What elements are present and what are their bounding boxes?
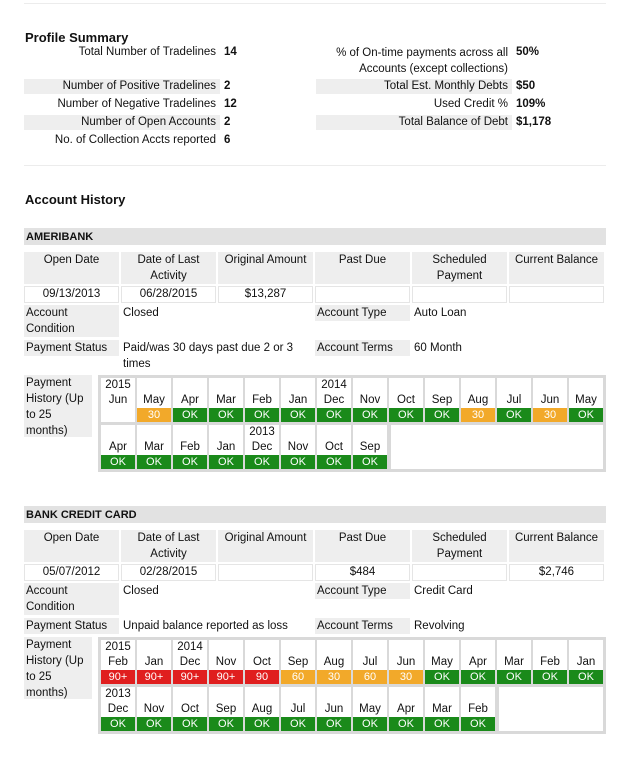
payment-month: Nov	[359, 394, 381, 406]
payment-year	[209, 687, 243, 702]
payment-month: Jun	[540, 394, 560, 406]
payment-month: Dec	[179, 656, 201, 668]
payment-month-cell	[317, 687, 351, 731]
payment-month: Aug	[467, 394, 489, 406]
payment-status-badge: 60	[353, 670, 387, 684]
payment-year	[461, 378, 495, 393]
status-label: Payment Status	[24, 340, 119, 356]
payment-month: May	[143, 394, 165, 406]
payment-status-badge: OK	[497, 408, 531, 422]
payment-status-badge	[101, 408, 135, 422]
payment-year	[317, 640, 351, 655]
profile-value: 109%	[516, 98, 546, 110]
payment-year	[389, 640, 423, 655]
payment-status-badge: OK	[461, 717, 495, 731]
payment-month-cell	[101, 425, 135, 469]
terms-value: 60 Month	[414, 342, 462, 354]
payment-status-badge: OK	[389, 717, 423, 731]
profile-value: 2	[224, 116, 231, 128]
payment-month: Sep	[215, 703, 237, 715]
payment-month-cell	[281, 687, 315, 731]
payment-year	[137, 640, 171, 655]
payment-month: Feb	[108, 656, 128, 668]
payment-status-badge: OK	[245, 408, 279, 422]
type-value: Credit Card	[414, 585, 473, 597]
payment-month-cell	[173, 687, 207, 731]
payment-month-cell	[137, 640, 171, 684]
payment-status-badge: 90	[245, 670, 279, 684]
payment-month: Jul	[506, 394, 522, 406]
profile-label: Total Balance of Debt	[316, 115, 512, 130]
payment-month-cell	[425, 378, 459, 422]
payment-month-cell	[569, 640, 603, 684]
payment-month: Aug	[323, 656, 345, 668]
payment-year: 2013	[105, 688, 131, 700]
header-cell: Original Amount	[218, 252, 313, 284]
payment-year	[389, 378, 423, 393]
payment-month-cell	[353, 425, 387, 469]
payment-status-badge: OK	[353, 717, 387, 731]
payment-history-filler	[391, 425, 603, 469]
payment-year	[173, 378, 207, 393]
payment-month: Feb	[180, 441, 200, 453]
payment-year	[245, 378, 279, 393]
header-cell: Date of Last Activity	[121, 530, 216, 562]
payment-month: Aug	[251, 703, 273, 715]
payment-status-badge: OK	[389, 408, 423, 422]
profile-row	[24, 115, 230, 130]
payment-status-badge: OK	[569, 670, 603, 684]
payment-month: Jan	[576, 656, 596, 668]
payment-month: Jun	[396, 656, 416, 668]
payment-year	[137, 687, 171, 702]
payment-status-badge: OK	[353, 455, 387, 469]
payment-status-badge: OK	[101, 455, 135, 469]
condition-value: Closed	[123, 585, 159, 597]
payment-status-badge: 30	[461, 408, 495, 422]
payment-month: Mar	[432, 703, 452, 715]
payment-month: Feb	[468, 703, 488, 715]
payment-month-cell	[173, 378, 207, 422]
profile-value: 12	[224, 98, 237, 110]
payment-month-cell	[353, 640, 387, 684]
status-row	[24, 340, 606, 372]
header-cell: Scheduled Payment	[412, 252, 507, 284]
payment-month: Nov	[287, 441, 309, 453]
payment-month: May	[359, 703, 381, 715]
payment-year: 2013	[249, 426, 275, 438]
payment-month-cell	[353, 378, 387, 422]
payment-status-badge: OK	[245, 717, 279, 731]
payment-month-cell	[353, 687, 387, 731]
value-cell: $2,746	[509, 564, 604, 581]
payment-status-badge: OK	[137, 717, 171, 731]
payment-status-badge: OK	[425, 670, 459, 684]
payment-month-cell	[209, 425, 243, 469]
payment-month-cell	[281, 378, 315, 422]
payment-year	[497, 640, 531, 655]
payment-month: Mar	[504, 656, 524, 668]
payment-year: 2015	[105, 379, 131, 391]
terms-label: Account Terms	[315, 340, 410, 356]
payment-month: Apr	[109, 441, 127, 453]
payment-year	[173, 687, 207, 702]
profile-row	[316, 115, 551, 130]
payment-month-cell	[533, 640, 567, 684]
payment-history-grid	[98, 375, 606, 472]
payment-year	[101, 425, 135, 440]
payment-history-filler	[499, 687, 603, 731]
payment-month: Sep	[287, 656, 309, 668]
profile-row	[316, 79, 535, 94]
value-cell	[412, 286, 507, 303]
payment-month: Apr	[181, 394, 199, 406]
payment-status-badge: 90+	[173, 670, 207, 684]
payment-year	[245, 687, 279, 702]
payment-month: Nov	[143, 703, 165, 715]
payment-year: 2015	[105, 641, 131, 653]
type-value: Auto Loan	[414, 307, 467, 319]
profile-row	[24, 79, 230, 94]
payment-year	[137, 425, 171, 440]
payment-month-cell	[209, 640, 243, 684]
value-cell: 09/13/2013	[24, 286, 119, 303]
payment-history-row	[101, 378, 603, 422]
payment-month-cell	[245, 425, 279, 469]
payment-history-label: Payment History (Up to 25 months)	[24, 375, 92, 437]
payment-month-cell	[317, 425, 351, 469]
payment-month-cell	[173, 425, 207, 469]
payment-month: Dec	[251, 441, 273, 453]
payment-month: Dec	[323, 394, 345, 406]
payment-month-cell	[101, 640, 135, 684]
payment-status-badge: OK	[209, 408, 243, 422]
payment-month-cell	[281, 640, 315, 684]
header-cell: Original Amount	[218, 530, 313, 562]
profile-value: $50	[516, 80, 536, 92]
payment-month: Jan	[216, 441, 236, 453]
profile-label: Number of Open Accounts	[24, 115, 220, 130]
payment-status-badge: OK	[425, 408, 459, 422]
payment-status-badge: 30	[533, 408, 567, 422]
payment-month: Feb	[540, 656, 560, 668]
payment-status-badge: 90+	[137, 670, 171, 684]
payment-status-badge: OK	[461, 670, 495, 684]
payment-month-cell	[317, 378, 351, 422]
profile-value: 6	[224, 134, 231, 146]
header-cell: Date of Last Activity	[121, 252, 216, 284]
payment-month: Jun	[108, 394, 128, 406]
payment-year	[317, 687, 351, 702]
profile-value: 14	[224, 46, 237, 58]
payment-status-badge: 90+	[209, 670, 243, 684]
payment-month-cell	[245, 640, 279, 684]
profile-label: Used Credit %	[433, 98, 508, 110]
payment-month-cell	[389, 687, 423, 731]
terms-label: Account Terms	[315, 618, 410, 634]
value-cell: 06/28/2015	[121, 286, 216, 303]
payment-year	[281, 378, 315, 393]
payment-status-badge: OK	[533, 670, 567, 684]
account-summary-grid	[24, 251, 606, 304]
payment-month: Sep	[359, 441, 381, 453]
payment-month: Dec	[107, 703, 129, 715]
payment-month-cell	[497, 378, 531, 422]
payment-status-badge: OK	[281, 408, 315, 422]
payment-year	[281, 425, 315, 440]
payment-month-cell	[209, 378, 243, 422]
payment-status-badge: OK	[353, 408, 387, 422]
payment-month-cell	[245, 687, 279, 731]
condition-label: Account Condition	[24, 583, 119, 615]
payment-month: Apr	[469, 656, 487, 668]
condition-row	[24, 305, 606, 337]
payment-month-cell	[497, 640, 531, 684]
payment-month-cell	[137, 425, 171, 469]
condition-label: Account Condition	[24, 305, 119, 337]
payment-month-cell	[173, 640, 207, 684]
type-label: Account Type	[315, 583, 410, 599]
profile-row	[316, 45, 539, 77]
payment-month-cell	[461, 687, 495, 731]
profile-row	[24, 45, 237, 60]
payment-month: Mar	[144, 441, 164, 453]
payment-month: Oct	[325, 441, 343, 453]
payment-year: 2014	[177, 641, 203, 653]
payment-year	[353, 425, 387, 440]
status-row	[24, 618, 606, 634]
payment-month-cell	[425, 687, 459, 731]
payment-year	[137, 378, 171, 393]
payment-status-badge: 60	[281, 670, 315, 684]
payment-history	[24, 375, 606, 472]
value-cell	[509, 286, 604, 303]
payment-year	[569, 378, 603, 393]
payment-history	[24, 637, 606, 734]
payment-year	[353, 378, 387, 393]
payment-status-badge: OK	[317, 455, 351, 469]
payment-month-cell	[461, 640, 495, 684]
payment-status-badge: OK	[425, 717, 459, 731]
profile-value: $1,178	[516, 116, 552, 128]
payment-year	[245, 640, 279, 655]
payment-year	[533, 378, 567, 393]
payment-status-badge: OK	[281, 717, 315, 731]
payment-month-cell	[425, 640, 459, 684]
payment-month-cell	[137, 378, 171, 422]
profile-value: 50%	[516, 46, 540, 58]
value-cell: 02/28/2015	[121, 564, 216, 581]
payment-year	[281, 687, 315, 702]
payment-month: May	[575, 394, 597, 406]
payment-month: Oct	[181, 703, 199, 715]
payment-year	[569, 640, 603, 655]
payment-year	[461, 687, 495, 702]
payment-month-cell	[101, 378, 135, 422]
header-cell: Past Due	[315, 530, 410, 562]
payment-status-badge: OK	[173, 717, 207, 731]
header-cell: Current Balance	[509, 530, 604, 562]
profile-row	[316, 97, 545, 112]
payment-month: Jul	[290, 703, 306, 715]
payment-month: Jan	[144, 656, 164, 668]
header-cell: Past Due	[315, 252, 410, 284]
payment-history-grid	[98, 637, 606, 734]
payment-status-badge: OK	[497, 670, 531, 684]
payment-month: Sep	[431, 394, 453, 406]
profile-label: Total Est. Monthly Debts	[316, 79, 512, 94]
payment-month-cell	[245, 378, 279, 422]
profile-label: Number of Negative Tradelines	[57, 98, 216, 110]
profile-row	[24, 97, 237, 112]
account-name: BANK CREDIT CARD	[24, 506, 606, 523]
payment-year	[425, 687, 459, 702]
payment-status-badge: OK	[317, 408, 351, 422]
header-cell: Current Balance	[509, 252, 604, 284]
payment-month-cell	[569, 378, 603, 422]
profile-row	[24, 133, 230, 148]
payment-month-cell	[209, 687, 243, 731]
value-cell: $13,287	[218, 286, 313, 303]
payment-status-badge: OK	[209, 717, 243, 731]
value-cell	[218, 564, 313, 581]
payment-year	[353, 687, 387, 702]
payment-status-badge: 90+	[101, 670, 135, 684]
value-cell: 05/07/2012	[24, 564, 119, 581]
account-card	[24, 228, 606, 472]
payment-year	[209, 640, 243, 655]
profile-label: % of On-time payments across all Accounts (except collections)	[336, 47, 508, 75]
payment-month: Jun	[324, 703, 344, 715]
payment-status-badge: OK	[209, 455, 243, 469]
payment-month-cell	[137, 687, 171, 731]
value-cell	[315, 286, 410, 303]
profile-label: Number of Positive Tradelines	[24, 79, 220, 94]
type-label: Account Type	[315, 305, 410, 321]
payment-year	[317, 425, 351, 440]
header-cell: Open Date	[24, 252, 119, 284]
payment-month-cell	[461, 378, 495, 422]
payment-status-badge: OK	[137, 455, 171, 469]
payment-status-badge: OK	[173, 455, 207, 469]
account-name: AMERIBANK	[24, 228, 606, 245]
payment-year	[389, 687, 423, 702]
section-divider	[24, 165, 606, 166]
payment-month: Oct	[253, 656, 271, 668]
header-cell: Open Date	[24, 530, 119, 562]
header-cell: Scheduled Payment	[412, 530, 507, 562]
profile-label: No. of Collection Accts reported	[54, 134, 216, 146]
value-cell: $484	[315, 564, 410, 581]
payment-year	[173, 425, 207, 440]
payment-month: Apr	[397, 703, 415, 715]
profile-summary-title: Profile Summary	[25, 30, 129, 45]
payment-status-badge: OK	[101, 717, 135, 731]
payment-status-badge: OK	[173, 408, 207, 422]
payment-month: Oct	[397, 394, 415, 406]
payment-year	[209, 378, 243, 393]
account-history-title: Account History	[25, 192, 126, 207]
condition-row	[24, 583, 606, 615]
payment-month-cell	[281, 425, 315, 469]
payment-year	[461, 640, 495, 655]
payment-month-cell	[101, 687, 135, 731]
value-cell	[412, 564, 507, 581]
payment-history-row	[101, 425, 603, 469]
top-divider	[24, 3, 606, 4]
account-card	[24, 506, 606, 734]
payment-month: Mar	[216, 394, 236, 406]
payment-month: Jan	[288, 394, 308, 406]
payment-month-cell	[533, 378, 567, 422]
payment-year	[353, 640, 387, 655]
payment-month: Feb	[252, 394, 272, 406]
profile-label: Total Number of Tradelines	[78, 46, 216, 58]
payment-status-badge: 30	[389, 670, 423, 684]
payment-month: Nov	[215, 656, 237, 668]
payment-month-cell	[389, 640, 423, 684]
payment-year	[425, 378, 459, 393]
payment-year	[281, 640, 315, 655]
condition-value: Closed	[123, 307, 159, 319]
status-value: Unpaid balance reported as loss	[123, 620, 288, 632]
terms-value: Revolving	[414, 620, 465, 632]
payment-year	[209, 425, 243, 440]
payment-status-badge: 30	[317, 670, 351, 684]
account-summary-grid	[24, 529, 606, 582]
profile-value: 2	[224, 80, 231, 92]
payment-history-row	[101, 640, 603, 684]
payment-history-label: Payment History (Up to 25 months)	[24, 637, 92, 699]
payment-status-badge: OK	[317, 717, 351, 731]
payment-year	[497, 378, 531, 393]
payment-status-badge: 30	[137, 408, 171, 422]
payment-year	[533, 640, 567, 655]
payment-year	[425, 640, 459, 655]
status-label: Payment Status	[24, 618, 119, 634]
payment-history-row	[101, 687, 603, 731]
payment-year: 2014	[321, 379, 347, 391]
payment-status-badge: OK	[281, 455, 315, 469]
status-value: Paid/was 30 days past due 2 or 3 times	[123, 342, 294, 370]
payment-month: Jul	[362, 656, 378, 668]
payment-month: May	[431, 656, 453, 668]
payment-status-badge: OK	[245, 455, 279, 469]
payment-month-cell	[389, 378, 423, 422]
payment-month-cell	[317, 640, 351, 684]
payment-status-badge: OK	[569, 408, 603, 422]
